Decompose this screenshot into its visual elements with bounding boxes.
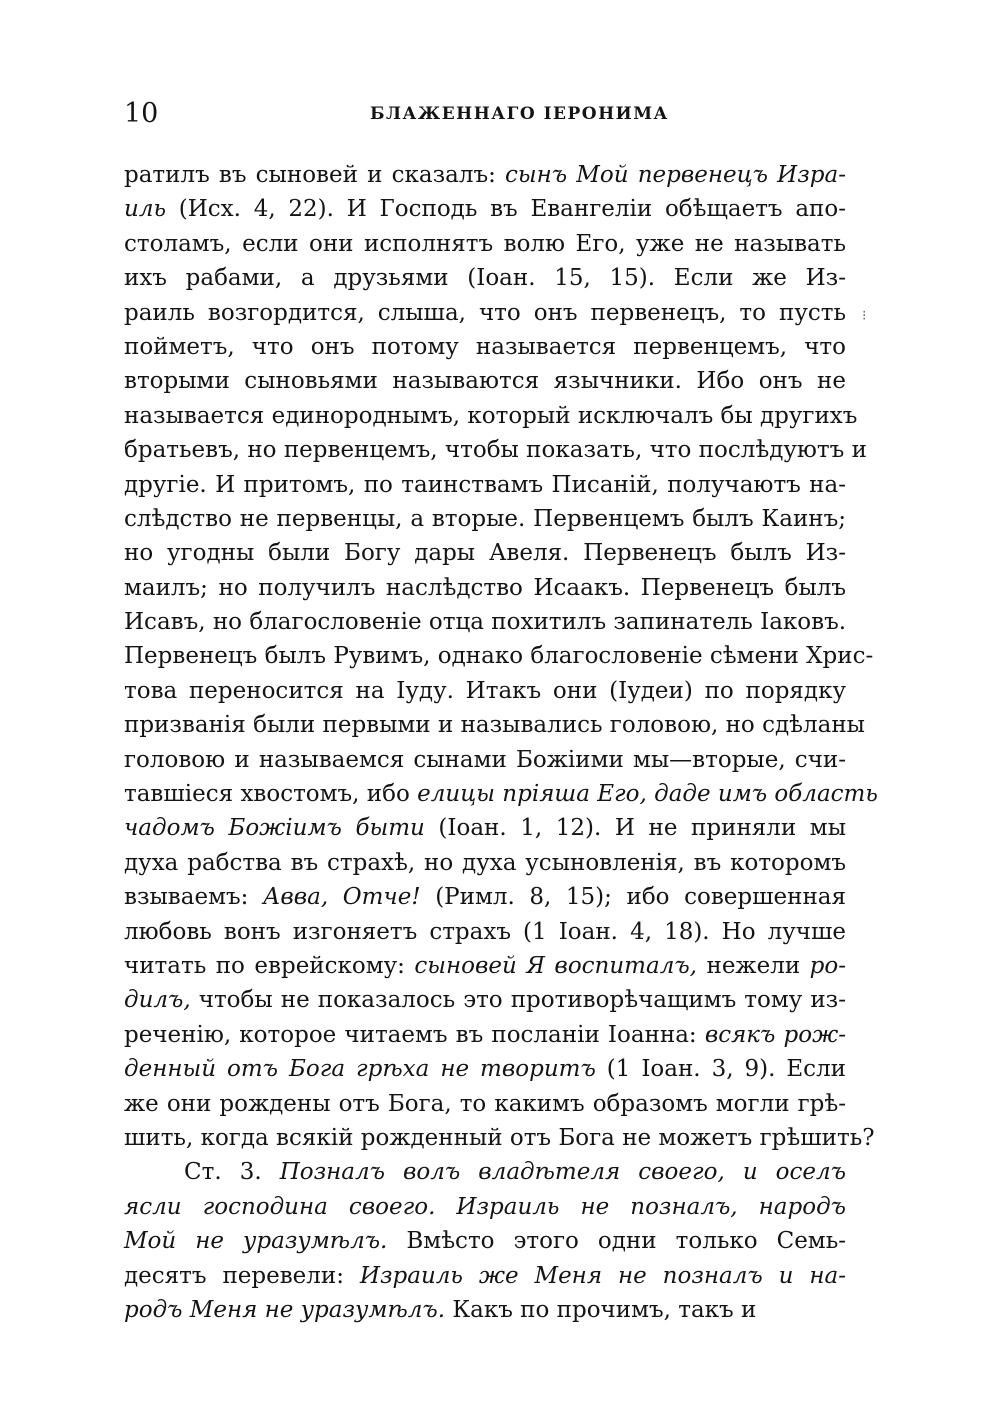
- text-segment: Какъ по прочимъ, такъ и: [445, 1296, 757, 1323]
- text-segment: шить, когда всякій рожденный отъ Бога не можетъ грѣшить?: [124, 1124, 875, 1151]
- text-line: [124, 1259, 846, 1293]
- text-line: [124, 1190, 846, 1224]
- italic-quote: родъ Меня не уразумѣлъ.: [124, 1296, 446, 1323]
- text-line: [124, 468, 846, 502]
- text-line: [124, 571, 846, 605]
- running-title: БЛАЖЕННАГО ІЕРОНИМА: [370, 104, 669, 124]
- text-line: [124, 1224, 846, 1258]
- text-segment: маилъ; но получилъ наслѣдство Исаакъ. Первенецъ былъ: [124, 574, 846, 601]
- text-segment: Первенецъ былъ Рувимъ, однако благословеніе сѣмени Хрис-: [124, 643, 874, 670]
- text-segment: реченію, которое читаемъ въ посланіи Іоанна:: [124, 1021, 705, 1048]
- text-segment: (1 Іоан. 3, 9). Если: [595, 1056, 847, 1083]
- text-line: [124, 261, 846, 295]
- italic-quote: Израиль же Меня не позналъ и на-: [359, 1262, 847, 1289]
- italic-quote: чадомъ Божіимъ быти: [124, 815, 425, 842]
- text-line: [124, 433, 867, 467]
- text-line: [124, 192, 846, 226]
- text-line: [124, 1087, 846, 1121]
- text-line: [124, 399, 858, 433]
- text-line: [124, 605, 846, 639]
- text-segment: (Іоан. 1, 12). И не приняли мы: [424, 815, 846, 842]
- page-number: 10: [124, 98, 159, 129]
- text-line: [124, 536, 846, 570]
- text-line: [124, 915, 846, 949]
- italic-quote: сыновей Я воспиталъ,: [414, 952, 697, 979]
- text-line: [124, 158, 846, 192]
- text-segment: (Исх. 4, 22). И Господь въ Евангеліи обѣщаетъ апо-: [165, 196, 846, 223]
- text-segment: братьевъ, но первенцемъ, чтобы показать, что послѣдуютъ и: [124, 437, 867, 464]
- text-segment: головою и называемся сынами Божіими мы—вторые, счи-: [124, 746, 846, 773]
- text-line: [124, 743, 846, 777]
- italic-quote: иль: [124, 196, 166, 223]
- text-segment: раиль возгордится, слыша, что онъ первенецъ, то пусть: [124, 299, 846, 326]
- text-line: [124, 846, 846, 880]
- italic-quote: Авва, Отче!: [262, 884, 421, 911]
- text-line: [124, 1121, 875, 1155]
- text-segment: но угодны были Богу дары Авеля. Первенецъ былъ Из-: [124, 540, 846, 567]
- text-segment: (Римл. 8, 15); ибо совершенная: [420, 884, 847, 911]
- text-segment: това переносится на Іуду. Итакъ они (Іудеи) по порядку: [124, 677, 846, 704]
- text-segment: столамъ, если они исполнятъ волю Его, уже не называть: [124, 230, 846, 257]
- text-segment: другіе. И притомъ, по таинствамъ Писаній, получаютъ на-: [124, 471, 846, 498]
- text-segment: нежели: [696, 952, 810, 979]
- text-segment: Вмѣсто этого одни только Семь-: [387, 1228, 846, 1255]
- italic-quote: Мой не уразумѣлъ.: [124, 1228, 388, 1255]
- text-segment: Исавъ, но благословеніе отца похитилъ запинатель Іаковъ.: [124, 609, 847, 636]
- text-line: [124, 1293, 846, 1327]
- italic-quote: дилъ,: [124, 987, 191, 1014]
- text-segment: любовь вонъ изгоняетъ страхъ (1 Іоан. 4, 18). Но лучше: [124, 918, 846, 945]
- italic-quote: всякъ рож-: [704, 1021, 846, 1048]
- text-segment: духа рабства въ страхѣ, но духа усыновленія, въ которомъ: [124, 849, 846, 876]
- text-line: [124, 1052, 846, 1086]
- text-line: [124, 227, 846, 261]
- margin-mark: ⁝: [862, 308, 867, 324]
- text-segment: Ст. 3.: [184, 1159, 280, 1186]
- text-line: [124, 674, 846, 708]
- italic-quote: сынъ Мой первенецъ Изра-: [505, 162, 846, 188]
- text-line: [124, 949, 846, 983]
- text-segment: вторыми сыновьями называются язычники. Ибо онъ не: [124, 368, 846, 395]
- text-segment: чтобы не показалось это противорѣчащимъ тому из-: [190, 987, 846, 1014]
- text-segment: ратилъ въ сыновей и сказалъ:: [124, 162, 506, 188]
- text-segment: взываемъ:: [124, 884, 263, 911]
- text-line: [124, 1018, 846, 1052]
- text-line: [124, 983, 846, 1017]
- text-line: [124, 639, 874, 673]
- text-segment: ихъ рабами, а друзьями (Іоан. 15, 15). Если же Из-: [124, 265, 846, 292]
- italic-quote: ро-: [809, 952, 846, 979]
- text-line: [124, 296, 846, 330]
- text-line: [124, 811, 846, 845]
- italic-quote: елицы пріяша Его, даде имъ область: [417, 781, 878, 808]
- text-segment: называется единороднымъ, который исключалъ бы другихъ: [124, 402, 858, 429]
- running-head: [124, 96, 846, 132]
- text-line: [124, 364, 846, 398]
- text-line: [124, 708, 865, 742]
- text-line: [124, 1155, 846, 1189]
- text-segment: призванія были первыми и назывались головою, но сдѣланы: [124, 712, 865, 739]
- text-segment: же они рождены отъ Бога, то какимъ образомъ могли грѣ-: [124, 1090, 846, 1117]
- text-line: [124, 777, 878, 811]
- italic-quote: денный отъ Бога грѣха не творитъ: [124, 1056, 596, 1083]
- text-segment: тавшіеся хвостомъ, ибо: [124, 781, 418, 808]
- italic-quote: ясли господина своего. Израиль не позналъ, народъ: [124, 1193, 846, 1220]
- italic-quote: Позналъ волъ владѣтеля своего, и оселъ: [279, 1159, 846, 1186]
- text-segment: слѣдство не первенцы, а вторые. Первенцемъ былъ Каинъ;: [124, 505, 846, 532]
- text-segment: читать по еврейскому:: [124, 952, 415, 979]
- text-segment: десятъ перевели:: [124, 1262, 360, 1289]
- text-line: [124, 880, 846, 914]
- body-text: [124, 158, 878, 1327]
- text-line: [124, 502, 846, 536]
- text-line: [124, 330, 846, 364]
- text-segment: пойметъ, что онъ потому называется первенцемъ, что: [124, 333, 846, 360]
